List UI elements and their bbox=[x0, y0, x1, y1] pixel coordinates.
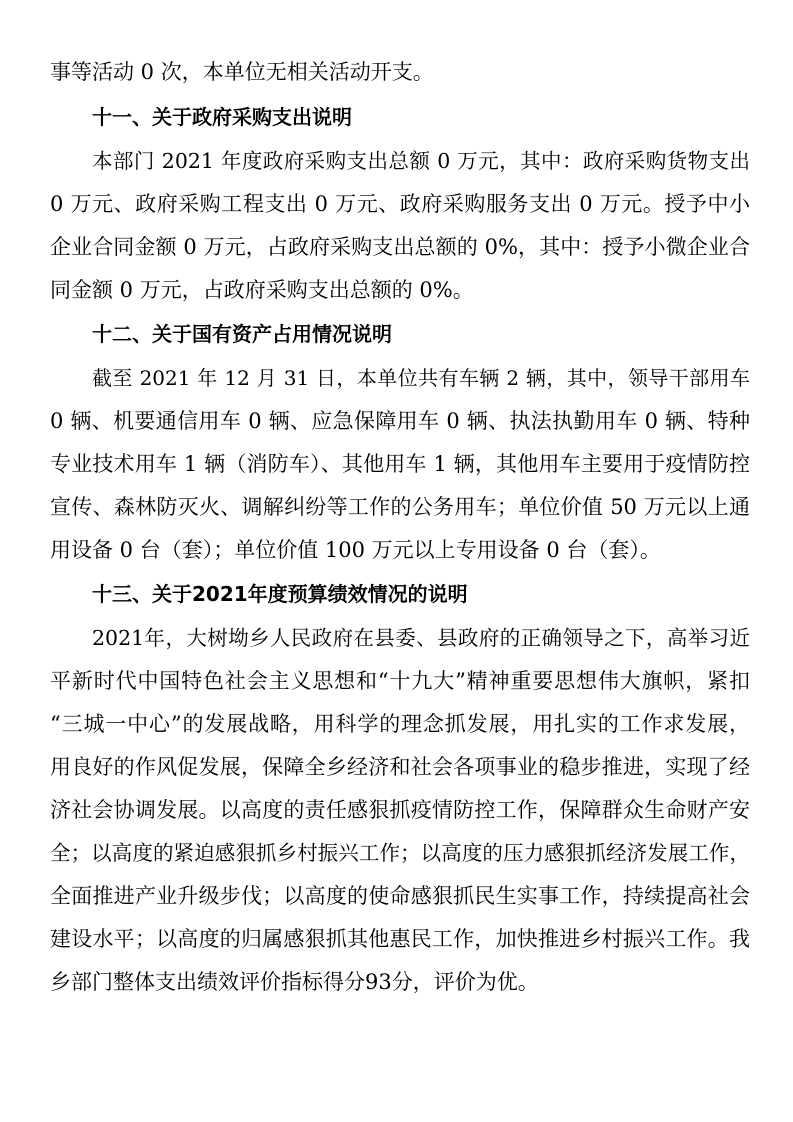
procurement-line: 本部门 2021 年度政府采购支出总额 0 万元，其中：政府采购货物支出 bbox=[92, 149, 750, 173]
performance-line: 济社会协调发展。以高度的责任感狠抓疫情防控工作，保障群众生命财产安 bbox=[50, 798, 750, 822]
performance-line: “三城一中心”的发展战略，用科学的理念抓发展，用扎实的工作求发展， bbox=[50, 712, 750, 736]
section-heading-assets: 十二、关于国有资产占用情况说明 bbox=[92, 322, 392, 346]
procurement-line: 企业合同金额 0 万元，占政府采购支出总额的 0%，其中：授予小微企业合 bbox=[50, 235, 750, 259]
performance-line: 乡部门整体支出绩效评价指标得分93分，评价为优。 bbox=[50, 970, 539, 994]
performance-line: 平新时代中国特色社会主义思想和“十九大”精神重要思想伟大旗帜，紧扣 bbox=[50, 669, 750, 693]
procurement-line: 0 万元、政府采购工程支出 0 万元、政府采购服务支出 0 万元。授予中小 bbox=[50, 192, 750, 216]
assets-line: 截至 2021 年 12 月 31 日，本单位共有车辆 2 辆，其中，领导干部用车 bbox=[92, 366, 750, 390]
intro-tail-line: 事等活动 0 次，本单位无相关活动开支。 bbox=[50, 60, 434, 84]
performance-line: 全面推进产业升级步伐；以高度的使命感狠抓民生实事工作，持续提高社会 bbox=[50, 884, 750, 908]
section-heading-performance: 十三、关于2021年度预算绩效情况的说明 bbox=[92, 582, 468, 606]
assets-line: 宣传、森林防灭火、调解纠纷等工作的公务用车；单位价值 50 万元以上通 bbox=[50, 495, 750, 519]
performance-line: 用良好的作风促发展，保障全乡经济和社会各项事业的稳步推进，实现了经 bbox=[50, 755, 750, 779]
performance-line: 全；以高度的紧迫感狠抓乡村振兴工作；以高度的压力感狠抓经济发展工作， bbox=[50, 841, 750, 865]
performance-line: 建设水平；以高度的归属感狠抓其他惠民工作，加快推进乡村振兴工作。我 bbox=[50, 927, 750, 951]
section-heading-procurement: 十一、关于政府采购支出说明 bbox=[92, 105, 352, 129]
assets-line: 用设备 0 台（套）；单位价值 100 万元以上专用设备 0 台（套）。 bbox=[50, 538, 661, 562]
procurement-line: 同金额 0 万元，占政府采购支出总额的 0%。 bbox=[50, 278, 474, 302]
assets-line: 0 辆、机要通信用车 0 辆、应急保障用车 0 辆、执法执勤用车 0 辆、特种 bbox=[50, 409, 750, 433]
performance-line: 2021年，大树坳乡人民政府在县委、县政府的正确领导之下，高举习近 bbox=[92, 626, 750, 650]
assets-line: 专业技术用车 1 辆（消防车）、其他用车 1 辆，其他用车主要用于疫情防控 bbox=[50, 452, 750, 476]
